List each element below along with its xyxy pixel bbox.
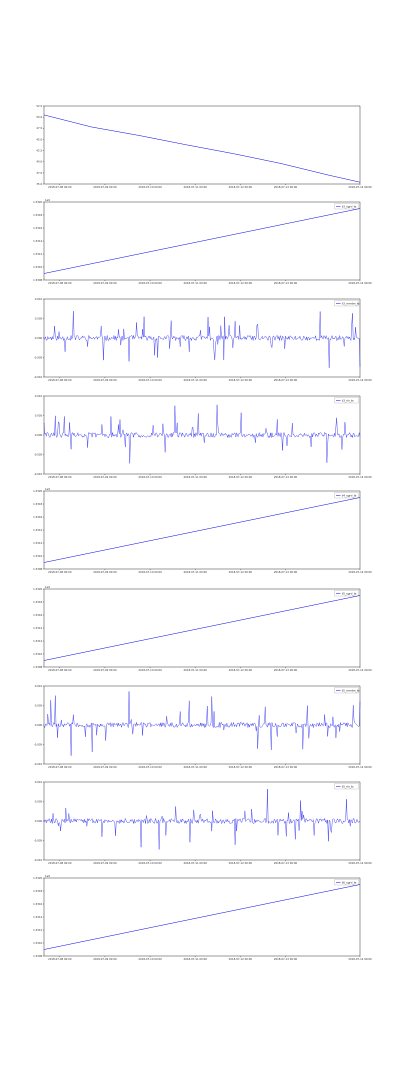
y-tick-label: 0.000 <box>34 819 43 823</box>
y-tick-label: 1.5318 <box>33 213 43 217</box>
y-tick-label: 50.0 <box>36 116 43 120</box>
y-tick-label: 0.000 <box>34 336 43 340</box>
legend-label: t6_sgrd_ts <box>342 880 357 885</box>
y-tick-label: 1.5308 <box>33 567 43 571</box>
series-line <box>44 311 360 368</box>
y-tick-label: 1.5320 <box>33 489 43 493</box>
plot-frame <box>44 396 360 474</box>
y-tick-label: 0.005 <box>34 414 43 418</box>
x-tick-label: 2018-07-13 00:00 <box>273 669 298 673</box>
x-tick-label: 2018-07-10 00:00 <box>138 766 162 770</box>
y-tick-label: -0.010 <box>33 472 43 476</box>
y-tick-label: 37.5 <box>36 171 43 175</box>
y-tick-label: 1.5312 <box>33 541 43 545</box>
x-tick-label: 2018-07-10 00:00 <box>138 958 162 962</box>
x-tick-label: 2018-07-09 00:00 <box>93 186 117 190</box>
x-tick-label: 2018-07-12 00:00 <box>228 571 253 575</box>
x-tick-label: 2018-07-13 00:00 <box>273 766 298 770</box>
chart-panel <box>28 295 372 387</box>
y-tick-label: 0.010 <box>34 780 43 784</box>
y-tick-label: 1.5316 <box>33 226 43 230</box>
x-tick-label: 2018-07-11 00:00 <box>183 571 207 575</box>
y-tick-label: -0.005 <box>33 743 43 747</box>
x-tick-label: 2018-07-12 00:00 <box>228 862 253 866</box>
y-tick-label: 1.5318 <box>33 600 43 604</box>
chart-panel <box>28 874 372 966</box>
y-tick-label: 1.5310 <box>33 941 43 945</box>
x-tick-label: 2018-07-14 00:00 <box>348 476 372 480</box>
x-tick-label: 2018-07-10 00:00 <box>138 186 162 190</box>
series-line <box>44 115 360 182</box>
y-tick-label: -0.010 <box>33 858 43 862</box>
x-tick-label: 2018-07-12 00:00 <box>228 186 253 190</box>
x-tick-label: 2018-07-12 00:00 <box>228 669 253 673</box>
series-line <box>44 691 360 755</box>
chart-svg <box>28 198 372 290</box>
x-tick-label: 2018-07-08 00:00 <box>48 379 72 383</box>
x-tick-label: 2018-07-14 00:00 <box>348 958 372 962</box>
chart-panel <box>28 682 372 774</box>
y-tick-label: -0.005 <box>33 453 43 457</box>
x-tick-label: 2018-07-13 00:00 <box>273 862 298 866</box>
x-tick-label: 2018-07-09 00:00 <box>93 282 117 286</box>
x-tick-label: 2018-07-14 00:00 <box>348 669 372 673</box>
y-tick-label: 1.5310 <box>33 265 43 269</box>
x-tick-label: 2018-07-14 00:00 <box>348 862 372 866</box>
x-tick-label: 2018-07-11 00:00 <box>183 282 207 286</box>
x-tick-label: 2018-07-08 00:00 <box>48 958 72 962</box>
chart-svg <box>28 487 372 579</box>
series-line <box>44 789 360 849</box>
chart-panel <box>28 487 372 579</box>
x-tick-label: 2018-07-14 00:00 <box>348 571 372 575</box>
x-tick-label: 2018-07-10 00:00 <box>138 669 162 673</box>
legend-label: t5_sgrd_ts <box>342 591 357 596</box>
x-tick-label: 2018-07-11 00:00 <box>183 862 207 866</box>
legend-label: t5_mmtm_ts <box>342 688 360 693</box>
legend-label: t3_sgrd_ts <box>342 204 357 209</box>
x-tick-label: 2018-07-11 00:00 <box>183 766 207 770</box>
y-tick-label: 1.5318 <box>33 502 43 506</box>
axis-offset-label: 1e9 <box>45 199 50 203</box>
y-tick-label: 1.5308 <box>33 278 43 282</box>
x-tick-label: 2018-07-10 00:00 <box>138 862 162 866</box>
x-tick-label: 2018-07-13 00:00 <box>273 379 298 383</box>
x-tick-label: 2018-07-08 00:00 <box>48 862 72 866</box>
series-line <box>44 885 360 950</box>
x-tick-label: 2018-07-09 00:00 <box>93 379 117 383</box>
y-tick-label: 45.0 <box>36 138 43 142</box>
chart-svg <box>28 392 372 484</box>
x-tick-label: 2018-07-09 00:00 <box>93 862 117 866</box>
x-tick-label: 2018-07-11 00:00 <box>183 476 207 480</box>
x-tick-label: 2018-07-08 00:00 <box>48 476 72 480</box>
y-tick-label: 42.5 <box>36 149 43 153</box>
chart-panel <box>28 198 372 290</box>
y-tick-label: 1.5316 <box>33 613 43 617</box>
x-tick-label: 2018-07-10 00:00 <box>138 379 162 383</box>
series-line <box>44 498 360 563</box>
chart-svg <box>28 874 372 966</box>
x-tick-label: 2018-07-13 00:00 <box>273 282 298 286</box>
x-tick-label: 2018-07-08 00:00 <box>48 186 72 190</box>
chart-panel <box>28 585 372 677</box>
x-tick-label: 2018-07-14 00:00 <box>348 186 372 190</box>
chart-svg <box>28 585 372 677</box>
y-tick-label: 1.5310 <box>33 652 43 656</box>
y-tick-label: 1.5308 <box>33 954 43 958</box>
y-tick-label: 1.5320 <box>33 587 43 591</box>
plot-frame <box>44 106 360 184</box>
x-tick-label: 2018-07-14 00:00 <box>348 282 372 286</box>
y-tick-label: 0.005 <box>34 317 43 321</box>
y-tick-label: 1.5312 <box>33 639 43 643</box>
x-tick-label: 2018-07-14 00:00 <box>348 379 372 383</box>
x-tick-label: 2018-07-13 00:00 <box>273 958 298 962</box>
y-tick-label: 0.005 <box>34 704 43 708</box>
chart-panel <box>28 392 372 484</box>
y-tick-label: -0.005 <box>33 356 43 360</box>
y-tick-label: 0.000 <box>34 723 43 727</box>
x-tick-label: 2018-07-09 00:00 <box>93 958 117 962</box>
plot-frame <box>44 299 360 377</box>
chart-panel <box>28 778 372 870</box>
x-tick-label: 2018-07-10 00:00 <box>138 571 162 575</box>
x-tick-label: 2018-07-12 00:00 <box>228 379 253 383</box>
y-tick-label: 1.5314 <box>33 915 43 919</box>
y-tick-label: 0.000 <box>34 433 43 437</box>
x-tick-label: 2018-07-14 00:00 <box>348 766 372 770</box>
axis-offset-label: 1e9 <box>45 875 50 879</box>
y-tick-label: 1.5320 <box>33 200 43 204</box>
y-tick-label: 1.5320 <box>33 876 43 880</box>
y-tick-label: 1.5308 <box>33 665 43 669</box>
x-tick-label: 2018-07-13 00:00 <box>273 571 298 575</box>
y-tick-label: 40.0 <box>36 160 43 164</box>
legend-label: t3_rls_ts <box>342 398 354 403</box>
axis-offset-label: 1e9 <box>45 488 50 492</box>
legend-label: t5_rls_ts <box>342 784 354 789</box>
y-tick-label: 1.5312 <box>33 928 43 932</box>
y-tick-label: 0.010 <box>34 297 43 301</box>
y-tick-label: 1.5318 <box>33 889 43 893</box>
y-tick-label: 52.5 <box>36 104 43 108</box>
x-tick-label: 2018-07-08 00:00 <box>48 571 72 575</box>
x-tick-label: 2018-07-13 00:00 <box>273 186 298 190</box>
y-tick-label: 1.5316 <box>33 902 43 906</box>
x-tick-label: 2018-07-09 00:00 <box>93 476 117 480</box>
x-tick-label: 2018-07-12 00:00 <box>228 766 253 770</box>
x-tick-label: 2018-07-10 00:00 <box>138 282 162 286</box>
x-tick-label: 2018-07-08 00:00 <box>48 766 72 770</box>
x-tick-label: 2018-07-12 00:00 <box>228 476 253 480</box>
y-tick-label: 1.5316 <box>33 515 43 519</box>
x-tick-label: 2018-07-13 00:00 <box>273 476 298 480</box>
axis-offset-label: 1e9 <box>45 586 50 590</box>
chart-svg <box>28 682 372 774</box>
x-tick-label: 2018-07-11 00:00 <box>183 186 207 190</box>
y-tick-label: 35.0 <box>36 182 43 186</box>
x-tick-label: 2018-07-12 00:00 <box>228 958 253 962</box>
y-tick-label: 1.5314 <box>33 626 43 630</box>
y-tick-label: 0.010 <box>34 684 43 688</box>
x-tick-label: 2018-07-12 00:00 <box>228 282 253 286</box>
chart-svg <box>28 295 372 387</box>
x-tick-label: 2018-07-11 00:00 <box>183 379 207 383</box>
y-tick-label: 0.010 <box>34 394 43 398</box>
y-tick-label: 1.5310 <box>33 554 43 558</box>
legend-label: t4_sgrd_ts <box>342 493 357 498</box>
x-tick-label: 2018-07-08 00:00 <box>48 669 72 673</box>
y-tick-label: -0.010 <box>33 375 43 379</box>
x-tick-label: 2018-07-09 00:00 <box>93 766 117 770</box>
series-line <box>44 596 360 661</box>
chart-svg <box>28 102 372 194</box>
series-line <box>44 209 360 274</box>
chart-panel <box>28 102 372 194</box>
chart-svg <box>28 778 372 870</box>
y-tick-label: 1.5314 <box>33 239 43 243</box>
x-tick-label: 2018-07-09 00:00 <box>93 571 117 575</box>
series-line <box>44 405 360 464</box>
legend-label: t3_mmtm_ts <box>342 301 360 306</box>
x-tick-label: 2018-07-10 00:00 <box>138 476 162 480</box>
x-tick-label: 2018-07-09 00:00 <box>93 669 117 673</box>
x-tick-label: 2018-07-11 00:00 <box>183 958 207 962</box>
y-tick-label: -0.010 <box>33 762 43 766</box>
y-tick-label: 47.5 <box>36 127 43 131</box>
x-tick-label: 2018-07-11 00:00 <box>183 669 207 673</box>
y-tick-label: 1.5312 <box>33 252 43 256</box>
y-tick-label: 0.005 <box>34 800 43 804</box>
x-tick-label: 2018-07-08 00:00 <box>48 282 72 286</box>
y-tick-label: -0.005 <box>33 839 43 843</box>
y-tick-label: 1.5314 <box>33 528 43 532</box>
